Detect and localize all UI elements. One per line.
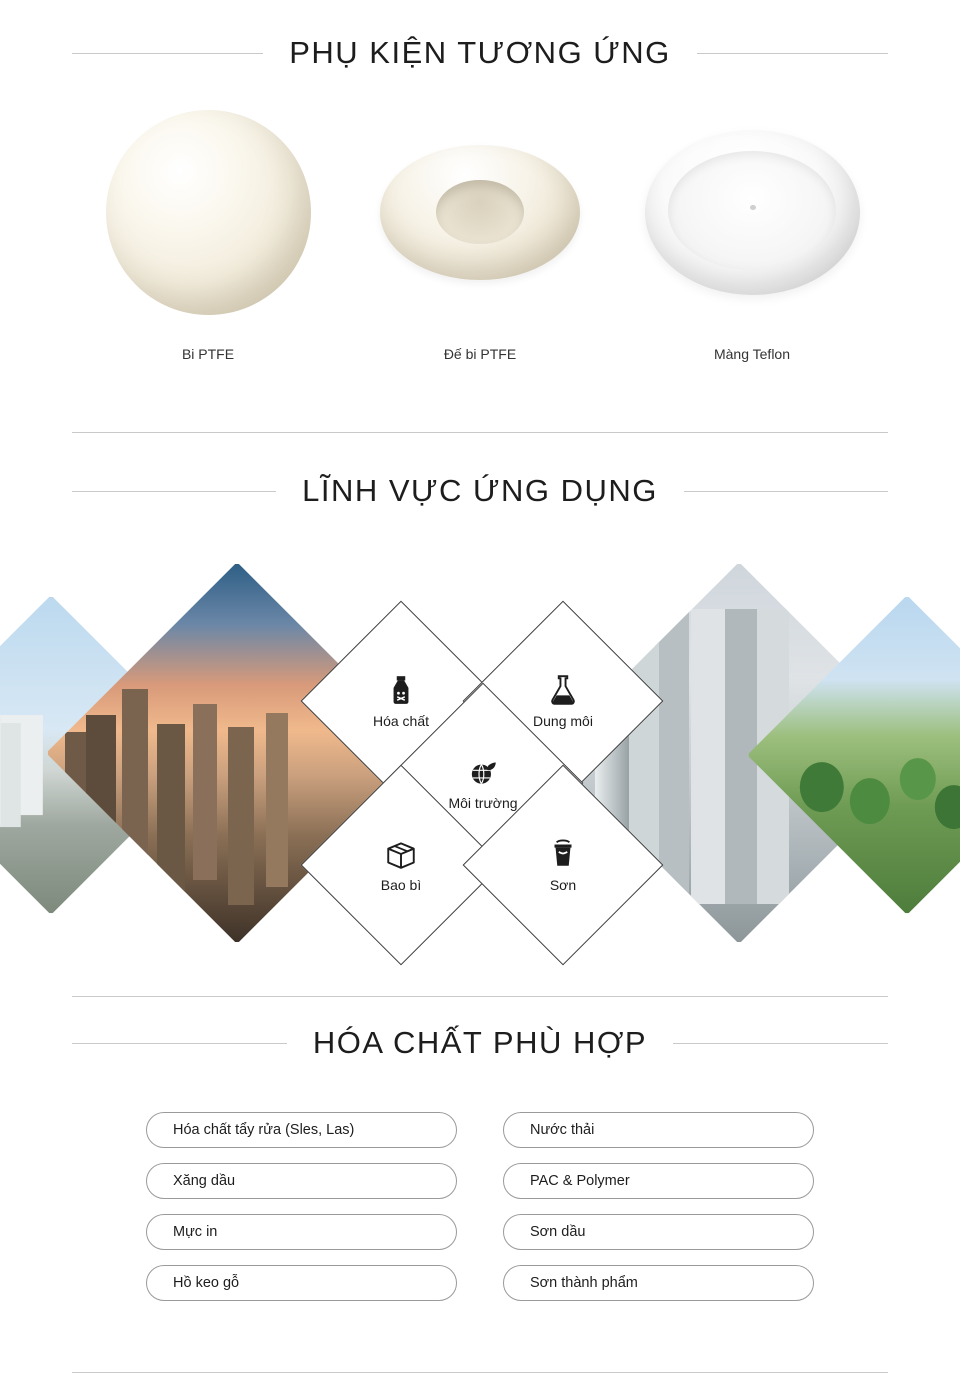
teflon-membrane-image [645, 130, 860, 295]
chemical-pill: Nước thải [503, 1112, 814, 1148]
accessory-item-ptfe-seat [344, 92, 616, 392]
seat-center-hole [436, 180, 524, 245]
chemical-pill: Mực in [146, 1214, 457, 1250]
accessory-caption: Bi PTFE [181, 346, 235, 362]
section-divider [72, 432, 888, 433]
accessory-item-ptfe-ball [72, 92, 344, 392]
accessories-title: PHỤ KIỆN TƯƠNG ỨNG [263, 36, 697, 70]
accessories-section-heading [0, 36, 960, 70]
membrane-inner [668, 151, 836, 270]
application-diamond-band [0, 596, 960, 916]
application-icon-label: Hóa chất [372, 713, 430, 729]
application-icon-label: Bao bì [380, 877, 422, 893]
ptfe-seat-figure [344, 92, 616, 332]
application-icon-label: Dung môi [533, 713, 593, 729]
accessory-caption: Màng Teflon [713, 346, 790, 362]
section-divider [72, 996, 888, 997]
application-icon-label: Môi trường [448, 795, 518, 811]
environment-globe-icon [466, 755, 500, 789]
chemical-pill: Sơn thành phẩm [503, 1265, 814, 1301]
chemicals-pill-grid [146, 1112, 814, 1301]
chemical-pill: Hồ keo gỗ [146, 1265, 457, 1301]
chemicals-section-heading [0, 1026, 960, 1060]
chemical-pill: Hóa chất tẩy rửa (Sles, Las) [146, 1112, 457, 1148]
application-title: LĨNH VỰC ỨNG DỤNG [276, 474, 684, 508]
chemical-pill: Sơn dầu [503, 1214, 814, 1250]
chemical-pill: Xăng dầu [146, 1163, 457, 1199]
ptfe-seat-image [380, 145, 580, 280]
accessories-row [72, 92, 888, 392]
application-section-heading [0, 474, 960, 508]
section-divider [72, 1372, 888, 1373]
chemical-bottle-icon [384, 673, 418, 707]
chemical-pill: PAC & Polymer [503, 1163, 814, 1199]
accessory-item-teflon-membrane [616, 92, 888, 392]
teflon-membrane-figure [616, 92, 888, 332]
ptfe-ball-image [106, 110, 311, 315]
ptfe-ball-figure [72, 92, 344, 332]
paint-bucket-icon [546, 837, 580, 871]
package-box-icon [384, 837, 418, 871]
chemicals-title: HÓA CHẤT PHÙ HỢP [287, 1026, 673, 1060]
application-icon-label: Sơn [549, 877, 577, 893]
flask-icon [546, 673, 580, 707]
accessory-caption: Đế bi PTFE [443, 346, 517, 362]
